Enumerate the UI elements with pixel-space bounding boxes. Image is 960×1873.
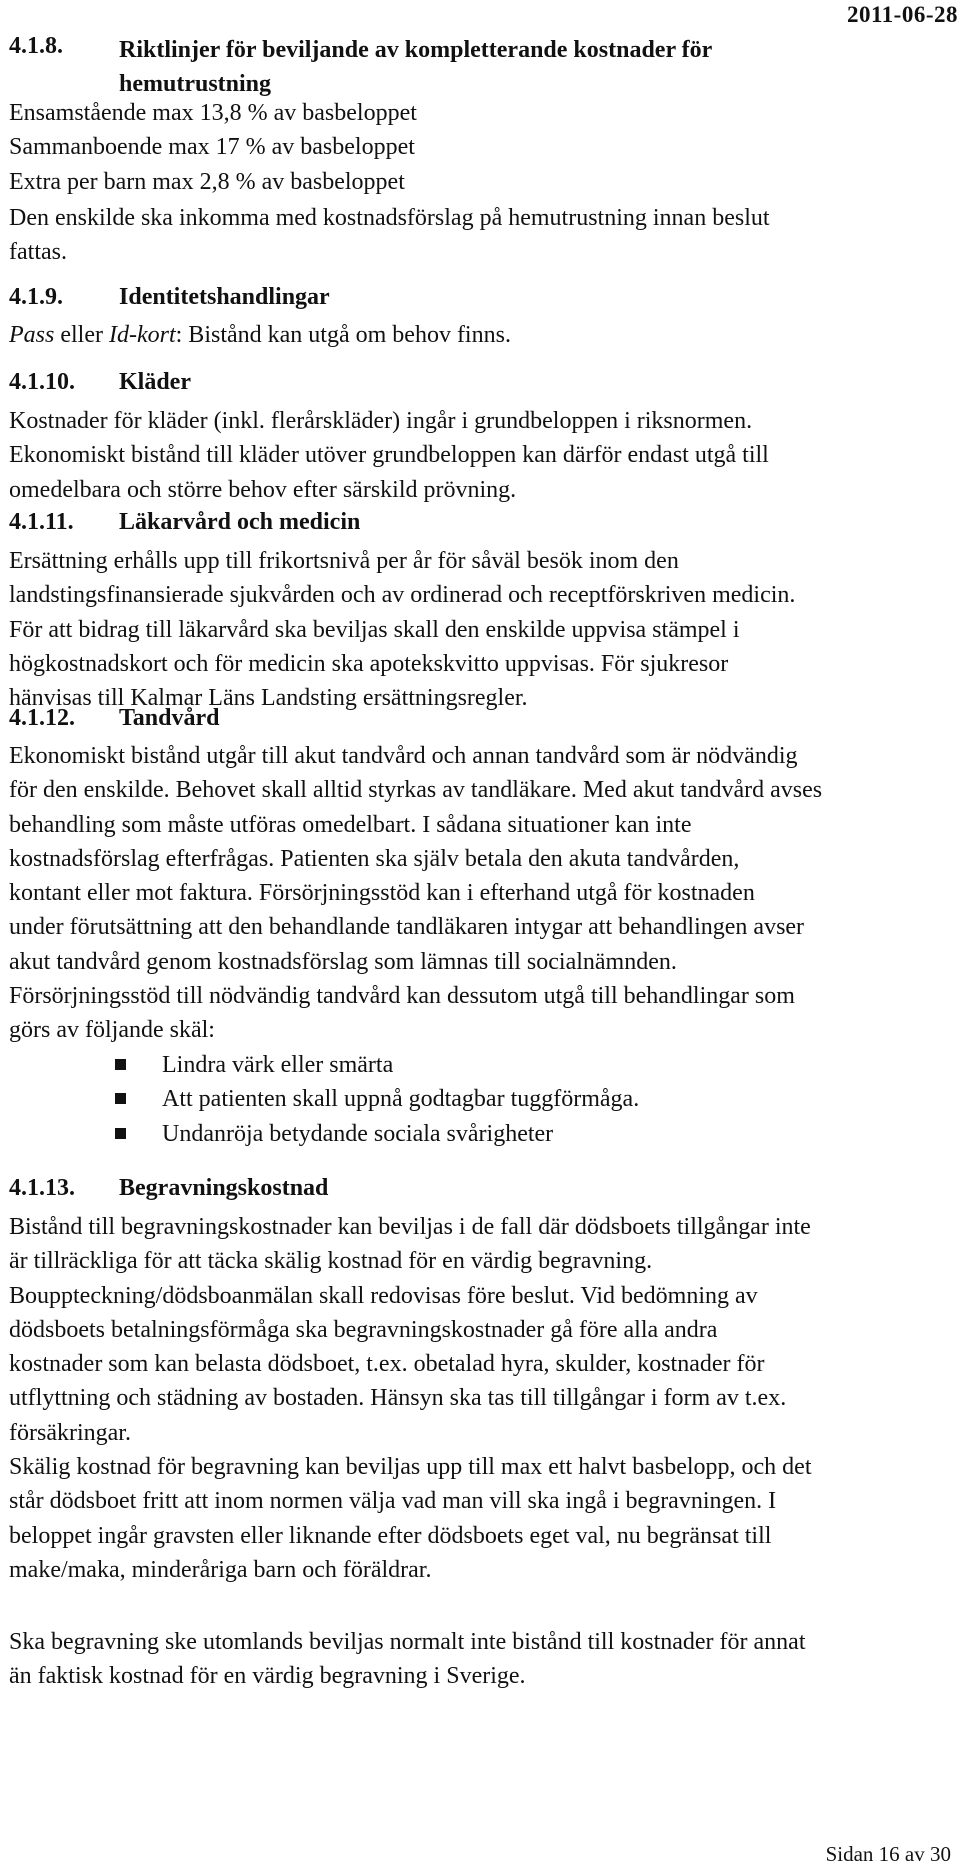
text-line: Skälig kostnad för begravning kan beviljas upp till max ett halvt basbelopp, och det	[9, 1454, 812, 1481]
text-line: Försörjningsstöd till nödvändig tandvård kan dessutom utgå till behandlingar som	[9, 983, 795, 1010]
list-item-text: Lindra värk eller smärta	[162, 1052, 394, 1078]
text-line: Den enskilde ska inkomma med kostnadsförslag på hemutrustning innan beslut	[9, 205, 770, 231]
section-number: 4.1.11.	[9, 509, 74, 535]
paragraph-hemutrustning-limits	[9, 96, 949, 199]
list-item-text: Undanröja betydande sociala svårigheter	[162, 1120, 554, 1147]
section-title: Riktlinjer för beviljande av kompletterande kostnader för hemutrustning	[119, 37, 712, 97]
section-title: Begravningskostnad	[119, 1175, 329, 1201]
paragraph-hemutrustning-note	[9, 201, 949, 270]
section-heading-4-1-13	[9, 1175, 329, 1202]
text-line: omedelbara och större behov efter särskild prövning.	[9, 476, 517, 503]
section-heading-4-1-11	[9, 509, 361, 536]
text-line: För att bidrag till läkarvård ska beviljas skall den enskilde uppvisa stämpel i	[9, 616, 740, 643]
text-line: landstingsfinansierade sjukvården och av ordinerad och receptförskriven medicin.	[9, 582, 796, 609]
section-title: Kläder	[119, 369, 191, 395]
page-date: 2011-06-28	[846, 2, 958, 27]
section-heading-4-1-12	[9, 705, 220, 732]
paragraph-tandvard	[9, 739, 949, 1048]
text-line: akut tandvård genom kostnadsförslag som lämnas till socialnämnden.	[9, 948, 677, 975]
tandvard-reasons-list	[115, 1048, 639, 1151]
section-title: Tandvård	[119, 705, 220, 731]
paragraph-begravning-utomlands	[9, 1625, 949, 1694]
text-line: kostnadsförslag efterfrågas. Patienten ska själv betala den akuta tandvården,	[9, 845, 740, 872]
paragraph-lakarvard	[9, 544, 949, 715]
text-line: Sammanboende max 17 % av basbeloppet	[9, 134, 415, 161]
section-heading-4-1-9	[9, 284, 330, 311]
bullet-square-icon	[115, 1128, 126, 1139]
list-item	[115, 1048, 639, 1082]
text-line: är tillräckliga för att täcka skälig kostnad för en värdig begravning.	[9, 1248, 653, 1275]
text-line: kontant eller mot faktura. Försörjningsstöd kan i efterhand utgå för kostnaden	[9, 880, 755, 907]
text-line: Kostnader för kläder (inkl. flerårskläder) ingår i grundbeloppen i riksnormen.	[9, 408, 753, 434]
text-line: under förutsättning att den behandlande tandläkaren intygar att behandlingen avser	[9, 914, 805, 941]
text-line: Ekonomiskt bistånd utgår till akut tandvård och annan tandvård som är nödvändig	[9, 743, 798, 769]
section-number: 4.1.12.	[9, 705, 75, 731]
text-line: behandling som måste utföras omedelbart. I sådana situationer kan inte	[9, 811, 692, 838]
section-number: 4.1.8.	[9, 33, 63, 59]
text-line: Ersättning erhålls upp till frikortsnivå per år för såväl besök inom den	[9, 548, 679, 574]
text-line: utflyttning och städning av bostaden. Hänsyn ska tas till tillgångar i form av t.ex.	[9, 1385, 787, 1412]
list-item	[115, 1082, 639, 1116]
bullet-square-icon	[115, 1093, 126, 1104]
section-heading-4-1-8	[9, 33, 712, 97]
text-line: än faktisk kostnad för en värdig begravning i Sverige.	[9, 1663, 526, 1690]
paragraph-begravning	[9, 1210, 949, 1587]
text-line: Ensamstående max 13,8 % av basbeloppet	[9, 100, 417, 126]
text-eller: eller	[54, 322, 109, 348]
section-heading-4-1-10	[9, 369, 191, 396]
section-number: 4.1.10.	[9, 369, 75, 395]
text-idkort: Id-kort	[108, 322, 176, 348]
bullet-square-icon	[115, 1059, 126, 1070]
text-line: görs av följande skäl:	[9, 1017, 215, 1044]
text-rest: : Bistånd kan utgå om behov finns.	[175, 322, 511, 348]
list-item-text: Att patienten skall uppnå godtagbar tuggförmåga.	[162, 1086, 640, 1113]
section-number: 4.1.13.	[9, 1175, 75, 1201]
paragraph-identitetshandlingar	[9, 318, 949, 352]
section-title: Identitetshandlingar	[119, 284, 330, 310]
text-line: Bouppteckning/dödsboanmälan skall redovisas före beslut. Vid bedömning av	[9, 1282, 758, 1309]
text-line: fattas.	[9, 239, 67, 266]
text-line: beloppet ingår gravsten eller liknande efter dödsboets eget val, nu begränsat till	[9, 1522, 772, 1549]
text-line: Ekonomiskt bistånd till kläder utöver grundbeloppen kan därför endast utgå till	[9, 442, 769, 469]
text-line: för den enskilde. Behovet skall alltid styrkas av tandläkare. Med akut tandvård avses	[9, 777, 823, 804]
section-title: Läkarvård och medicin	[119, 509, 361, 535]
text-line: högkostnadskort och för medicin ska apotekskvitto uppvisas. För sjukresor	[9, 650, 729, 677]
text-line: dödsboets betalningsförmåga ska begravningskostnader gå före alla andra	[9, 1316, 718, 1343]
text-pass: Pass	[9, 322, 55, 348]
page-number: Sidan 16 av 30	[825, 1842, 951, 1866]
section-number: 4.1.9.	[9, 284, 63, 310]
list-item	[115, 1117, 639, 1151]
text-line: står dödsboet fritt att inom normen välja vad man vill ska ingå i begravningen. I	[9, 1488, 777, 1515]
text-line: försäkringar.	[9, 1419, 131, 1446]
text-line: Ska begravning ske utomlands beviljas normalt inte bistånd till kostnader för annat	[9, 1629, 806, 1655]
text-line: Extra per barn max 2,8 % av basbeloppet	[9, 168, 405, 195]
paragraph-klader	[9, 404, 949, 507]
text-line: hänvisas till Kalmar Läns Landsting ersättningsregler.	[9, 685, 528, 712]
text-line: make/maka, minderåriga barn och föräldrar.	[9, 1556, 432, 1583]
text-line: Bistånd till begravningskostnader kan beviljas i de fall där dödsboets tillgångar inte	[9, 1214, 811, 1240]
text-line: kostnader som kan belasta dödsboet, t.ex. obetalad hyra, skulder, kostnader för	[9, 1351, 765, 1378]
